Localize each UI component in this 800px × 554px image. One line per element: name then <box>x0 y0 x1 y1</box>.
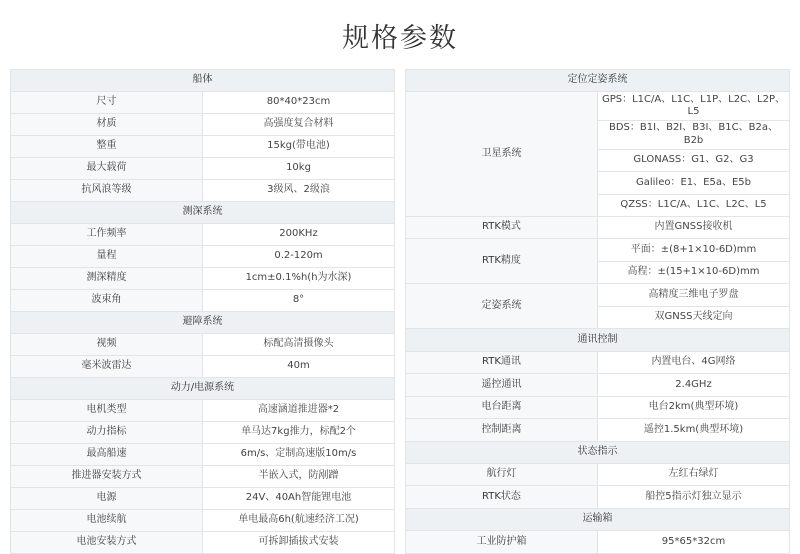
table-row <box>11 290 395 312</box>
row-value: 高程：±(15+1×10-6D)mm <box>598 261 790 283</box>
table-row <box>11 180 395 202</box>
row-value: 6m/s、定制高速版10m/s <box>203 444 395 466</box>
row-value: 2.4GHz <box>598 374 790 396</box>
row-value: GLONASS：G1、G2、G3 <box>598 149 790 171</box>
section-title: 状态指示 <box>406 441 790 463</box>
table-row <box>406 396 790 418</box>
row-value: 40m <box>203 356 395 378</box>
section-title: 动力/电源系统 <box>11 378 395 400</box>
section-title: 避障系统 <box>11 312 395 334</box>
row-label: 航行灯 <box>406 463 598 485</box>
row-label: 最高船速 <box>11 444 203 466</box>
row-value: 24V、40Ah智能锂电池 <box>203 488 395 510</box>
row-label: 推进器安装方式 <box>11 466 203 488</box>
table-row <box>406 351 790 373</box>
row-label: RTK通讯 <box>406 351 598 373</box>
table-row <box>406 419 790 441</box>
row-label: 工业防护箱 <box>406 531 598 554</box>
table-row <box>406 374 790 396</box>
row-label: 电池安装方式 <box>11 532 203 554</box>
row-value: 内置电台、4G网络 <box>598 351 790 373</box>
table-gap <box>395 69 405 554</box>
table-row <box>406 239 790 261</box>
table-row <box>406 486 790 508</box>
row-value: 80*40*23cm <box>203 92 395 114</box>
row-value: 遥控1.5km(典型环境) <box>598 419 790 441</box>
right-spec-table <box>405 69 790 554</box>
row-value: 95*65*32cm <box>598 531 790 554</box>
table-row <box>406 463 790 485</box>
row-value: 半嵌入式，防剐蹭 <box>203 466 395 488</box>
row-label: RTK模式 <box>406 216 598 238</box>
row-label: 电台距离 <box>406 396 598 418</box>
row-value: 可拆卸插拔式安装 <box>203 532 395 554</box>
row-label: 抗风浪等级 <box>11 180 203 202</box>
table-section-header-row <box>11 70 395 92</box>
table-section-header-row <box>11 378 395 400</box>
row-value: 0.2-120m <box>203 246 395 268</box>
table-row <box>11 224 395 246</box>
table-row <box>11 488 395 510</box>
table-row <box>11 532 395 554</box>
table-row <box>11 92 395 114</box>
table-section-header-row <box>406 441 790 463</box>
table-row <box>11 422 395 444</box>
row-label: 整重 <box>11 136 203 158</box>
row-value: 高强度复合材料 <box>203 114 395 136</box>
table-row <box>406 216 790 238</box>
row-label: 量程 <box>11 246 203 268</box>
table-section-header-row <box>406 70 790 92</box>
row-value: 标配高清摄像头 <box>203 334 395 356</box>
row-value: QZSS：L1C/A、L1C、L2C、L5 <box>598 194 790 216</box>
row-label: 波束角 <box>11 290 203 312</box>
row-value: Galileo：E1、E5a、E5b <box>598 172 790 194</box>
table-row <box>11 444 395 466</box>
row-value: 单电最高6h(航速经济工况) <box>203 510 395 532</box>
row-label: 遥控通讯 <box>406 374 598 396</box>
row-label: RTK状态 <box>406 486 598 508</box>
row-value: 8° <box>203 290 395 312</box>
row-value: GPS：L1C/A、L1C、L1P、L2C、L2P、L5 <box>598 92 790 121</box>
table-section-header-row <box>11 312 395 334</box>
left-spec-table <box>10 69 395 554</box>
row-label: 动力指标 <box>11 422 203 444</box>
row-label: 电源 <box>11 488 203 510</box>
row-value: 单马达7kg推力，标配2个 <box>203 422 395 444</box>
table-row <box>11 466 395 488</box>
table-section-header-row <box>406 329 790 351</box>
table-row <box>406 284 790 306</box>
section-title: 通讯控制 <box>406 329 790 351</box>
table-row <box>11 268 395 290</box>
row-label: 工作频率 <box>11 224 203 246</box>
row-value: 10kg <box>203 158 395 180</box>
row-label: 尺寸 <box>11 92 203 114</box>
row-label: 卫星系统 <box>406 92 598 217</box>
table-section-header-row <box>406 508 790 530</box>
row-value: 200KHz <box>203 224 395 246</box>
table-row <box>406 92 790 121</box>
row-label: 视频 <box>11 334 203 356</box>
table-row <box>11 136 395 158</box>
row-value: 高精度三维电子罗盘 <box>598 284 790 306</box>
row-label: 最大载荷 <box>11 158 203 180</box>
table-section-header-row <box>11 202 395 224</box>
page-title: 规格参数 <box>342 23 458 54</box>
row-value: 平面：±(8+1×10-6D)mm <box>598 239 790 261</box>
spec-tables-container <box>0 69 800 554</box>
table-row <box>11 114 395 136</box>
row-label: 电机类型 <box>11 400 203 422</box>
row-label: 材质 <box>11 114 203 136</box>
table-row <box>11 400 395 422</box>
table-row <box>11 356 395 378</box>
row-value: 双GNSS天线定向 <box>598 306 790 328</box>
table-row <box>11 246 395 268</box>
row-value: 内置GNSS接收机 <box>598 216 790 238</box>
table-row <box>11 334 395 356</box>
section-title: 运输箱 <box>406 508 790 530</box>
section-title: 测深系统 <box>11 202 395 224</box>
table-row <box>11 158 395 180</box>
section-title: 船体 <box>11 70 395 92</box>
row-label: 电池续航 <box>11 510 203 532</box>
row-label: 控制距离 <box>406 419 598 441</box>
section-title: 定位定姿系统 <box>406 70 790 92</box>
row-value: 15kg(带电池) <box>203 136 395 158</box>
row-label: RTK精度 <box>406 239 598 284</box>
row-label: 定姿系统 <box>406 284 598 329</box>
table-row <box>11 510 395 532</box>
row-value: 1cm±0.1%h(h为水深) <box>203 268 395 290</box>
row-value: 电台2km(典型环境) <box>598 396 790 418</box>
row-value: 高速涵道推进器*2 <box>203 400 395 422</box>
row-value: 3级风、2级浪 <box>203 180 395 202</box>
table-row <box>406 531 790 554</box>
row-label: 测深精度 <box>11 268 203 290</box>
row-value: BDS：B1I、B2I、B3I、B1C、B2a、B2b <box>598 121 790 150</box>
row-value: 船控5指示灯独立显示 <box>598 486 790 508</box>
row-value: 左红右绿灯 <box>598 463 790 485</box>
row-label: 毫米波雷达 <box>11 356 203 378</box>
